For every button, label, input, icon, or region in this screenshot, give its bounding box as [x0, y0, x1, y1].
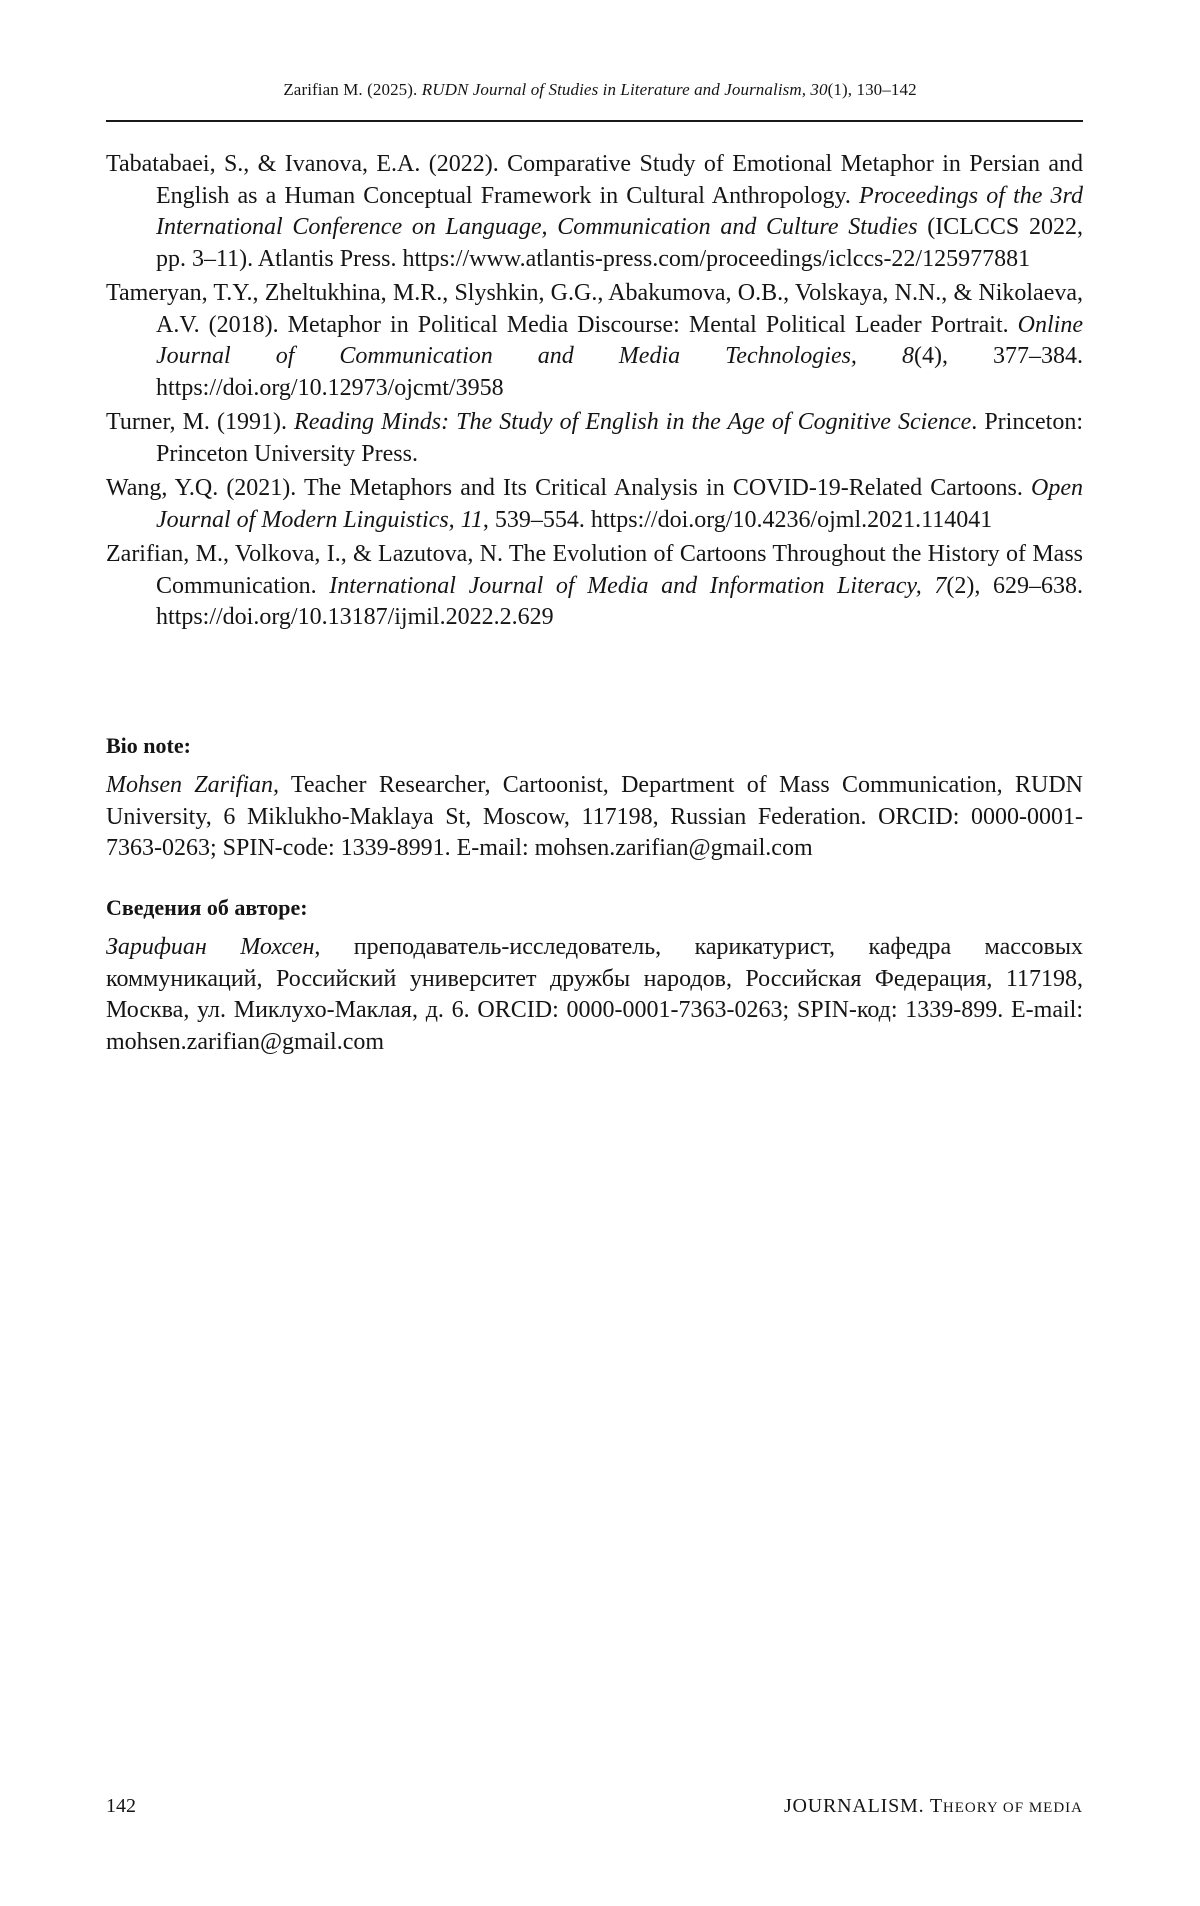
author-info-heading-ru: Сведения об авторе: — [106, 895, 308, 920]
header-author-year: Zarifian M. (2025). — [283, 80, 422, 99]
reference-list — [106, 149, 1083, 637]
reference-item: Turner, M. (1991). Reading Minds: The Study of English in the Age of Cognitive Science. Princeton: Princeton University Press. — [106, 409, 1083, 467]
author-name-ru: Зарифиан Мохсен — [106, 934, 315, 960]
bio-note-text: Mohsen Zarifian, Teacher Researcher, Cartoonist, Department of Mass Communication, RUDN University, 6 Miklukho-Maklaya St, Moscow, 117198, Russian Federation. ORCID: 0000-0001-7363-0263; SPIN-code: 1339-8991. E-mail: mohsen.zarifian@gmail.com — [106, 772, 1083, 861]
header-issue-pages: (1), 130–142 — [827, 80, 917, 99]
reference-item: Wang, Y.Q. (2021). The Metaphors and Its Critical Analysis in COVID-19-Related Cartoons. Open Journal of Modern Linguistics, 11, 539–554. https://doi.org/10.4236/ojml.2021.114041 — [106, 475, 1083, 533]
author-name: Mohsen Zarifian, — [106, 772, 280, 798]
header-journal-title: RUDN Journal of Studies in Literature and Journalism, 30 — [421, 80, 828, 99]
header-rule — [106, 120, 1083, 122]
running-head — [0, 80, 1200, 100]
reference-item: Tabatabaei, S., & Ivanova, E.A. (2022). Comparative Study of Emotional Metaphor in Persian and English as a Human Conceptual Framework in Cultural Anthropology. Proceedings of the 3rd International Conference on Language, Communication and Culture Studies (ICLCCS 2022, pp. 3–11). Atlantis Press. https://www.atlantis-press.com/proceedings/iclccs-22/125977881 — [106, 151, 1084, 272]
page-number: 142 — [106, 1795, 136, 1817]
author-info-text-ru: Зарифиан Мохсен, преподаватель-исследователь, карикатурист, кафедра массовых коммуникаций, Российский университет дружбы народов, Российская Федерация, 117198, Москва, ул. Миклухо-Маклая, д. 6. ORCID: 0000-0001-7363-0263; SPIN-код: 1339-899. E-mail: mohsen.zarifian@gmail.com — [106, 934, 1083, 1055]
bio-note-heading: Bio note: — [106, 733, 191, 758]
reference-item: Tameryan, T.Y., Zheltukhina, M.R., Slyshkin, G.G., Abakumova, O.B., Volskaya, N.N., & Nikolaeva, A.V. (2018). Metaphor in Political Media Discourse: Mental Political Leader Portrait. Online Journal of Communication and Media Technologies, 8(4), 377–384. https://doi.org/10.12973/ojcmt/3958 — [106, 280, 1084, 401]
reference-item: Zarifian, M., Volkova, I., & Lazutova, N. The Evolution of Cartoons Throughout the History of Mass Communication. International Journal of Media and Information Literacy, 7(2), 629–638. https://doi.org/10.13187/ijmil.2022.2.629 — [106, 541, 1084, 630]
footer-journal-name: JOURNALISM. THEORY OF MEDIA — [783, 1795, 1083, 1817]
